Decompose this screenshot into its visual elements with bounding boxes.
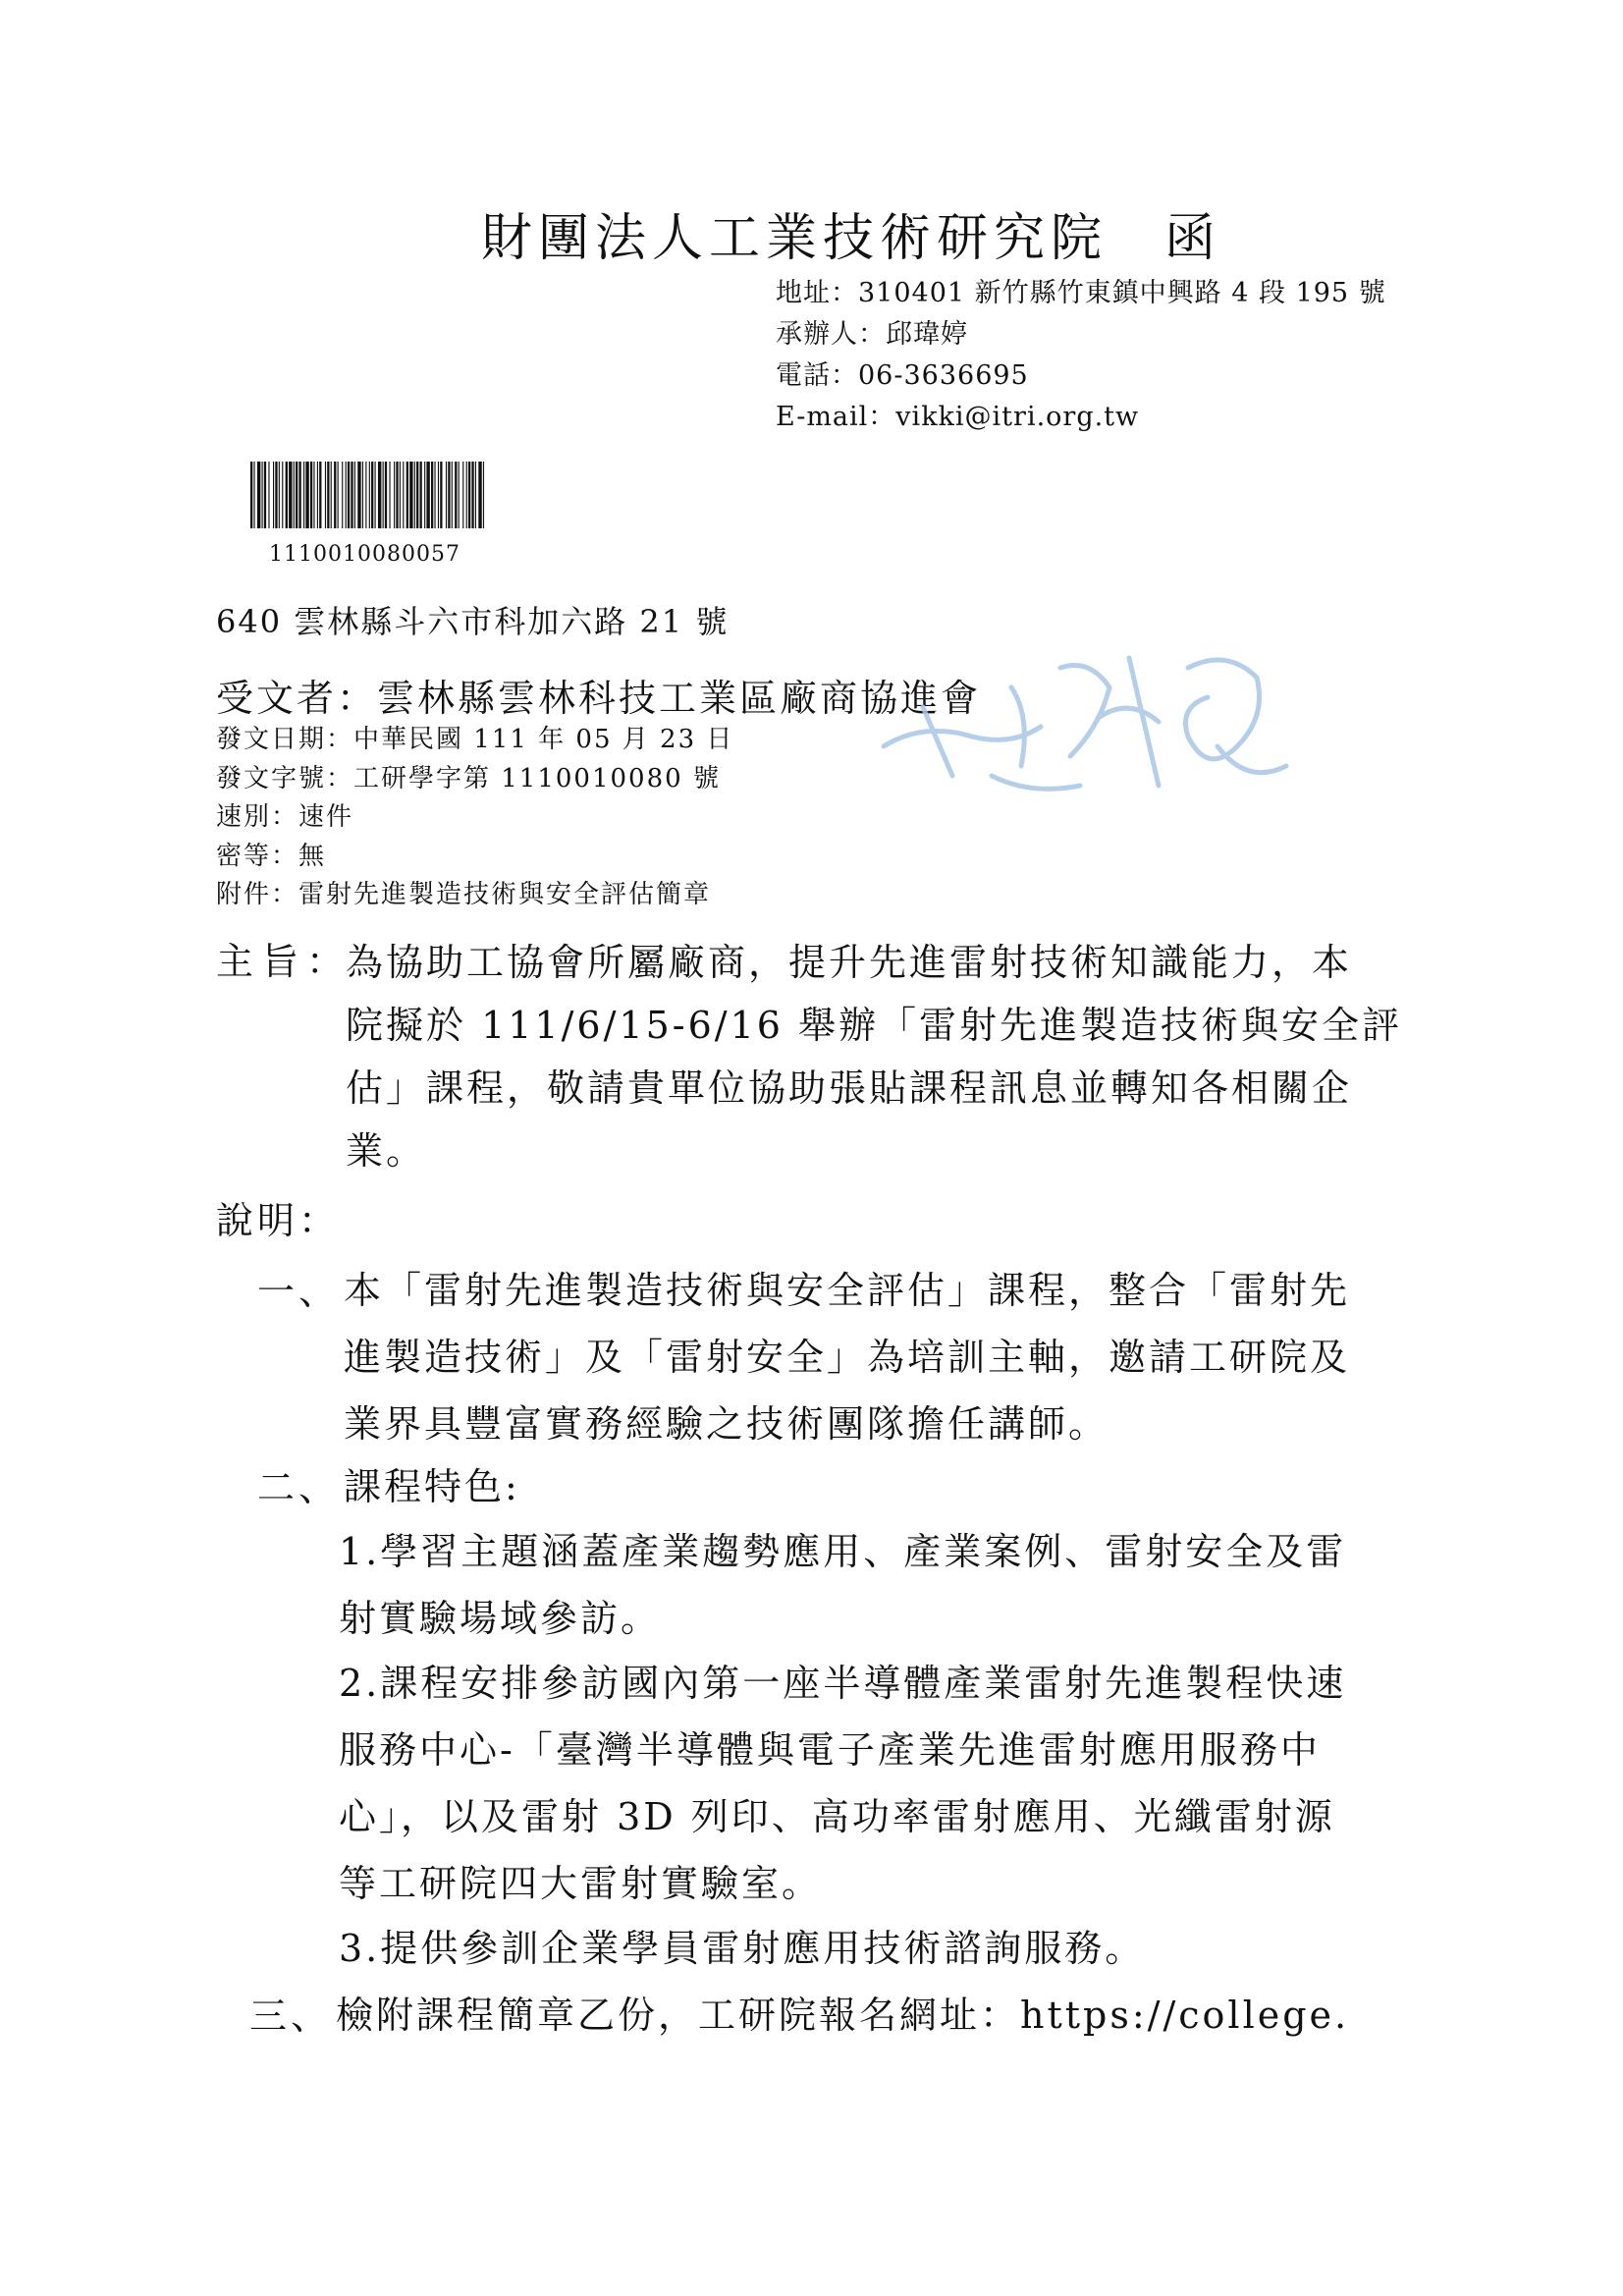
barcode-bar [448,462,450,528]
barcode-bar [257,462,260,528]
barcode-bar [400,462,401,528]
item-2-sub-2-line: 心」，以及雷射 3D 列印、高功率雷射應用、光纖雷射源 [339,1795,1335,1838]
item-1-line: 進製造技術」及「雷射安全」為培訓主軸，邀請工研院及 [344,1336,1351,1379]
barcode-bar [431,462,433,528]
item-3-body: 檢附課程簡章乙份，工研院報名網址：https://college. [336,1994,1350,2037]
barcode-bar [369,462,370,528]
barcode-bar [403,462,404,528]
item-2-sub-2 [339,1650,1346,1917]
barcode-bar [275,462,277,528]
barcode-bar [414,462,415,528]
subject-line: 業。 [346,1129,427,1173]
item-1-line: 本「雷射先進製造技術與安全評估」課程，整合「雷射先 [344,1269,1351,1312]
barcode-bar [375,462,376,528]
document-meta [216,721,733,915]
barcode-bar [385,462,387,528]
item-1-body [344,1257,1350,1457]
barcode-bar [478,462,481,528]
barcode-bar [273,462,274,528]
document-title: 財團法人工業技術研究院 函 [481,209,1222,268]
barcode-bar [462,462,463,528]
barcode-bar [264,462,266,528]
subject-line: 院擬於 111/6/15-6/16 舉辦「雷射先進製造技術與安全評 [346,1004,1402,1047]
sender-address: 地址：310401 新竹縣竹東鎮中興路 4 段 195 號 [776,278,1386,308]
barcode-bar [468,462,470,528]
barcode-bar [394,462,395,528]
barcode-bar [250,462,252,528]
barcode-bar [471,462,473,528]
barcode-bar [455,462,457,528]
barcode-bar [466,462,467,528]
barcode-bar [262,462,263,528]
received-stamp-mark [864,629,1306,815]
speed-class: 速別：速件 [216,802,354,832]
barcode-bar [396,462,398,528]
security-class: 密等：無 [216,841,327,871]
barcode-bar [268,462,269,528]
recipient-name: 受文者：雲林縣雲林科技工業區廠商協進會 [216,677,982,720]
item-2-sub-1-line: 1.學習主題涵蓋產業趨勢應用、產業案例、雷射安全及雷 [339,1530,1347,1573]
barcode-bar [289,462,292,528]
barcode-bar [325,462,326,528]
barcode-bar [317,462,318,528]
contact-phone: 電話：06-3636695 [776,360,1029,391]
barcode-bar [342,462,343,528]
barcode-bar [351,462,352,528]
barcode-graphic [250,462,486,528]
issue-date: 發文日期：中華民國 111 年 05 月 23 日 [216,725,734,754]
barcode-bar [334,462,336,528]
barcode-bar [357,462,360,528]
barcode-bar [296,462,298,528]
barcode-bar [348,462,350,528]
item-1-line: 業界具豐富實務經驗之技術團隊擔任講師。 [344,1402,1109,1446]
barcode-bar [406,462,408,528]
barcode-bar [434,462,435,528]
barcode-bar [438,462,439,528]
barcode-bar [426,462,429,528]
attachment: 附件：雷射先進製造技術與安全評估簡章 [216,880,712,909]
barcode-bar [282,462,283,528]
barcode-bar [459,462,460,528]
barcode-bar [440,462,442,528]
item-2-sub-1 [339,1518,1346,1652]
subject-body [346,931,1416,1182]
description-label: 說明： [216,1199,341,1242]
item-2-label: 二、 [257,1466,341,1509]
item-2-sub-3-line: 3.提供參訓企業學員雷射應用技術諮詢服務。 [339,1927,1146,1970]
barcode-bar [483,462,484,528]
contact-person: 承辦人：邱瑋婷 [776,319,968,350]
barcode-bar [416,462,418,528]
barcode-bar [371,462,373,528]
item-2-heading: 課程特色: [344,1465,520,1508]
barcode-bar [279,462,280,528]
contact-email: E-mail：vikki@itri.org.tw [776,402,1140,432]
barcode-bar [305,462,308,528]
subject-line: 估」課程，敬請貴單位協助張貼課程訊息並轉知各相關企 [346,1066,1353,1110]
item-2-sub-2-line: 服務中心-「臺灣半導體與電子產業先進雷射應用服務中 [339,1728,1321,1772]
barcode-bar [338,462,339,528]
barcode-bar [253,462,254,528]
barcode-bar [424,462,425,528]
barcode-bar [354,462,355,528]
barcode-bar [378,462,381,528]
recipient-address: 640 雲林縣斗六市科加六路 21 號 [216,603,730,640]
barcode-bar [319,462,321,528]
barcode-bar [313,462,314,528]
item-2-sub-3 [339,1915,1145,1982]
item-1-label: 一、 [257,1270,341,1313]
barcode-bar [303,462,304,528]
barcode-bar [346,462,347,528]
subject-line: 為協助工協會所屬廠商，提升先進雷射技術知識能力，本 [346,941,1353,984]
barcode-bar [294,462,295,528]
barcode-bar [331,462,332,528]
barcode-bar [446,462,447,528]
document-number: 發文字號：工研學字第 1110010080 號 [216,763,721,793]
barcode-bar [286,462,288,528]
barcode-bar [409,462,412,528]
subject-label: 主旨： [216,940,352,983]
barcode-bar [327,462,329,528]
barcode-bar [362,462,363,528]
barcode-bar [452,462,453,528]
sender-info [776,273,1386,438]
barcode-number: 1110010080057 [269,542,460,567]
item-2-sub-2-line: 2.課程安排參訪國內第一座半導體產業雷射先進製程快速 [339,1662,1347,1705]
barcode-bar [383,462,384,528]
barcode-bar [365,462,366,528]
item-3-label: 三、 [249,1995,333,2038]
barcode-bar [475,462,476,528]
item-2-sub-2-line: 等工研院四大雷射實驗室。 [339,1862,823,1905]
barcode-bar [420,462,422,528]
item-2-sub-1-line: 射實驗場域參訪。 [339,1597,662,1640]
barcode-bar [298,462,300,528]
barcode-bar [310,462,312,528]
barcode-bar [389,462,390,528]
